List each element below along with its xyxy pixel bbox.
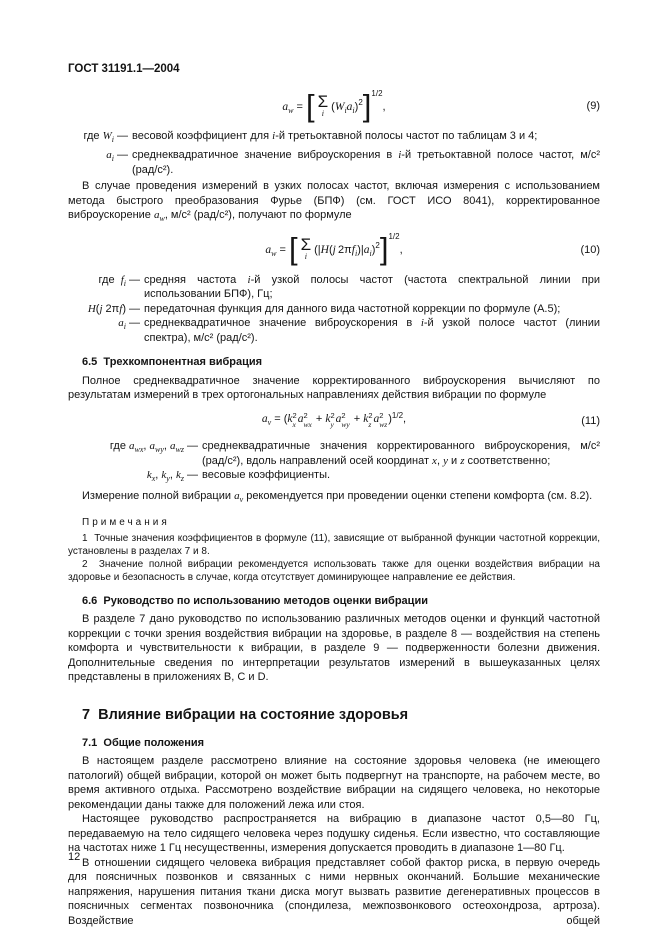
definition-term: $k_x$, $k_y$, $k_z$: [146, 469, 184, 484]
definition-dash: —: [129, 273, 140, 286]
note-1: 1 Точные значения коэффициентов в формуле (11), зависящие от выбранной функции частотной коррекции, установлены в разделах 7 и 8.: [68, 532, 600, 557]
definition-term: где $W_i$: [83, 130, 114, 145]
doc-header: ГОСТ 31191.1—2004: [68, 63, 180, 75]
formula-9-number: (9): [586, 100, 600, 113]
formula-10-number: (10): [580, 243, 600, 256]
page-number: 12: [68, 851, 81, 863]
definition-desc: среднеквадратичные значения корректированного виброускорения, м/с² (рад/с²), вдоль направлений осей координат x, y и z соответственно;: [202, 440, 600, 467]
definition-term: где $f_i$: [98, 273, 126, 288]
definition-desc: передаточная функция для данного вида частотной коррекции по формуле (А.5);: [144, 302, 561, 315]
paragraph-total-vibration: Измерение полной вибрации $a_v$ рекомендуется при проведении оценки степени комфорта (см. 8.2).: [82, 490, 593, 505]
definition-dash: —: [187, 440, 198, 453]
definition-desc: весовые коэффициенты.: [202, 469, 331, 482]
definition-term: где $a_{wx}$, $a_{wy}$, $a_{wz}$: [109, 440, 184, 455]
subsection-heading-7-1: 7.1 Общие положения: [82, 736, 205, 749]
formula-9: [68, 87, 600, 123]
definition-row: [68, 439, 600, 468]
section-heading-6-6: 6.6 Руководство по использованию методов оценки вибрации: [82, 594, 428, 607]
definition-row: [68, 468, 600, 487]
paragraph-fft: В случае проведения измерений в узких полосах частот, включая измерения с использованием метода быстрого преобразования Фурье (БПФ) (см. ГОСТ ИСО 8041), корректированное виброускорение $a_w$, м/с² (рад/с²), получают по формуле: [68, 180, 600, 224]
formula-9-expression: $a_w$ = [ Σ i $(W_ia_i)^2]1/2$,: [282, 87, 386, 123]
definition-row: [68, 148, 600, 177]
formula-10-definitions: [68, 273, 600, 346]
paragraph-7-1-a: В настоящем разделе рассмотрено влияние на состояние здоровья человека (не имеющего патологий) общей вибрации, которой он может быть подвергнут на транспорте, на рабочем месте, во время активного отдыха. Рассмотрено воздействие вибрации на сидящего человека, но некоторые рекомендации даны также для положений лежа или стоя.: [68, 755, 600, 811]
notes-block: [68, 516, 600, 584]
formula-11-definitions: [68, 439, 600, 487]
paragraph-6-5: Полное среднеквадратичное значение корректированного виброускорения вычисляют по результатам измерений в трех ортогональных направлениях действия вибрации по формуле: [68, 374, 600, 402]
section-heading-7: 7 Влияние вибрации на состояние здоровья: [82, 706, 409, 723]
formula-11: [68, 412, 600, 431]
formula-11-number: (11): [581, 414, 600, 427]
paragraph-7-1-b: Настоящее руководство распространяется на вибрацию в диапазоне частот 0,5—80 Гц, передаваемую на тело сидящего человека через подушку сиденья. Если известно, что составляющие на частотах ниже 1 Гц несущественны, измерения допускается проводить в диапазоне 1—80 Гц.: [68, 813, 600, 855]
formula-11-expression: $a_v = (k$ 2 x a 2 wx + k 2 y a 2 wy + k 2 z a 2 wz )1/2,: [261, 410, 407, 429]
definition-row: [68, 302, 600, 317]
definition-term: H(j 2πf): [87, 302, 126, 315]
definition-row: [68, 129, 600, 148]
definition-row: [68, 316, 600, 345]
formula-10-expression: $a_w$ = [ Σ i (|H(j $2\pi f_i)|a_i)^2]1/2$,: [265, 230, 403, 266]
definition-desc: среднеквадратичное значение виброускорения в i-й узкой полосе частот (линии спектра), м/с² (рад/с²).: [144, 317, 600, 344]
formula-10: [68, 230, 600, 266]
definition-desc: средняя частота i-й узкой полосы частот (частота спектральной линии при использовании БПФ), Гц;: [144, 273, 600, 301]
definition-dash: —: [187, 469, 198, 482]
definition-row: [68, 273, 600, 302]
notes-title: Примечания: [82, 516, 170, 528]
paragraph-7-1-c: В отношении сидящего человека вибрация представляет собой фактор риска, в первую очередь для поясничных позвонков и связанных с ними нервных окончаний. Большие механические напряжения, нарушения питания ткани диска могут вызвать развитие дегенеративных процессов в поясничных сегментах позвоночника (спондилеза, межпозвонкового остеохондроза, артроза). Воздействие общей: [68, 856, 600, 927]
definition-term: $a_i$: [118, 317, 126, 332]
section-heading-6-5: 6.5 Трехкомпонентная вибрация: [82, 356, 263, 369]
definition-dash: —: [129, 302, 140, 315]
definition-desc: весовой коэффициент для i-й третьоктавной полосы частот по таблицам 3 и 4;: [132, 130, 538, 143]
paragraph-6-6: В разделе 7 дано руководство по использованию различных методов оценки и функций частотной коррекции с точки зрения воздействия вибрации на здоровье, в разделе 8 — воздействия на степень комфорта и чувствительности к вибрации, в разделе 9 — подверженности болезни движения. Дополнительные сведения по интерпретации результатов измерений в вышеуказанных целях представлены в приложениях B, C и D.: [68, 613, 600, 684]
formula-9-definitions: [68, 129, 600, 177]
definition-dash: —: [117, 149, 128, 162]
definition-dash: —: [117, 130, 128, 143]
definition-term: $a_i$: [106, 149, 114, 164]
definition-dash: —: [129, 317, 140, 330]
definition-desc: среднеквадратичное значение виброускорения в i-й третьоктавной полосе частот, м/с² (рад/с²).: [132, 149, 600, 176]
note-2: 2 Значение полной вибрации рекомендуется использовать также для оценки воздействия вибрации на здоровье и безопасность в случае, когда отсутствует доминирующее направление ее действия.: [68, 558, 600, 583]
